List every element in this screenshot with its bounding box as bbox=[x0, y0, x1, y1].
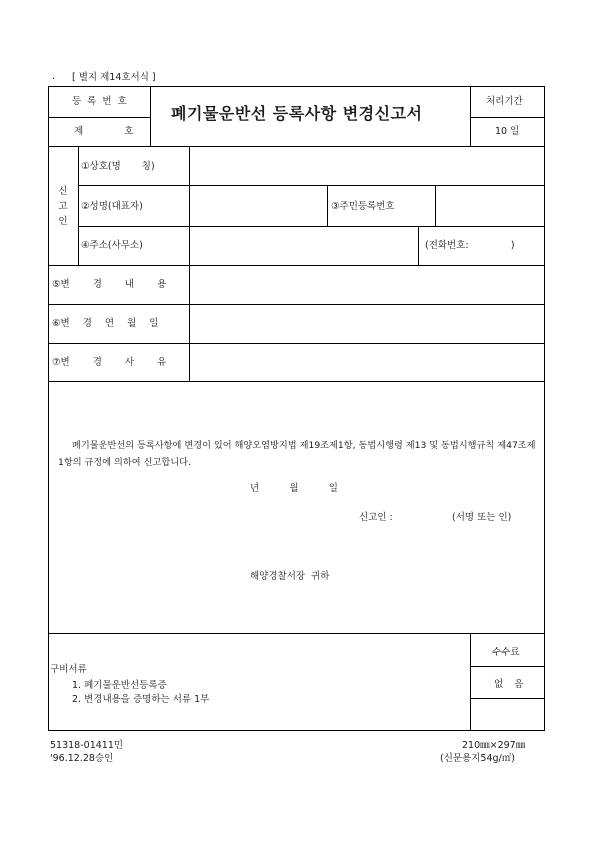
fee-value: 없 음 bbox=[494, 679, 524, 690]
paper-size: 210㎜×297㎜ bbox=[462, 740, 526, 751]
addressee: 해양경찰서장 귀하 bbox=[250, 571, 330, 582]
form-title: 폐기물운반선 등록사항 변경신고서 bbox=[171, 104, 423, 123]
reg-no-label: 등록번호 bbox=[72, 96, 133, 107]
phone-label: (전화번호: ) bbox=[425, 240, 515, 251]
form-tag: [ 별지 제14호서식 ] bbox=[72, 72, 156, 83]
change-date-field[interactable] bbox=[190, 305, 545, 343]
fee-label: 수수료 bbox=[492, 647, 520, 658]
change-date-label: ⑥변 경 연 월 일 bbox=[52, 318, 159, 329]
change-content-field[interactable] bbox=[190, 266, 545, 304]
change-reason-field[interactable] bbox=[190, 344, 545, 381]
form-code: 51318-01411민 bbox=[50, 740, 124, 751]
approval-date: '96.12.28승인 bbox=[50, 753, 114, 764]
name-label: ②성명(대표자) bbox=[81, 201, 143, 212]
reporter-side-label: 신 고 인 bbox=[58, 186, 68, 227]
paper-type: (신문용지54g/㎡) bbox=[440, 753, 515, 764]
trade-name-field[interactable] bbox=[190, 147, 545, 185]
attachments-title: 구비서류 bbox=[50, 664, 87, 675]
name-field[interactable] bbox=[190, 186, 327, 226]
change-reason-label: ⑦변 경 사 유 bbox=[52, 357, 167, 368]
signature-label: (서명 또는 인) bbox=[452, 512, 512, 523]
signer-label: 신고인 : bbox=[359, 512, 393, 523]
statement-text: 폐기물운반선의 등록사항에 변경이 있어 해양오염방지법 제19조제1항, 동법시행령 제13 및 동법시행규칙 제47조제1항의 규정에 의하여 신고합니다. bbox=[58, 440, 536, 468]
change-content-label: ⑤변 경 내 용 bbox=[52, 279, 167, 290]
seal-label: 제 호 bbox=[74, 126, 143, 137]
form-tag-dot: . bbox=[52, 71, 56, 82]
address-field[interactable] bbox=[190, 227, 418, 265]
address-label: ④주소(사무소) bbox=[81, 240, 143, 251]
resident-no-label: ③주민등록번호 bbox=[331, 201, 395, 212]
processing-label: 처리기간 bbox=[486, 96, 523, 107]
trade-name-label: ①상호(명 칭) bbox=[81, 161, 155, 172]
attachment-item-2: 2. 변경내용을 증명하는 서류 1부 bbox=[72, 694, 210, 705]
processing-value: 10 일 bbox=[495, 126, 520, 137]
resident-no-field[interactable] bbox=[436, 186, 545, 226]
date-line: 년 월 일 bbox=[250, 483, 338, 494]
attachment-item-1: 1. 폐기물운반선등록증 bbox=[72, 680, 167, 691]
